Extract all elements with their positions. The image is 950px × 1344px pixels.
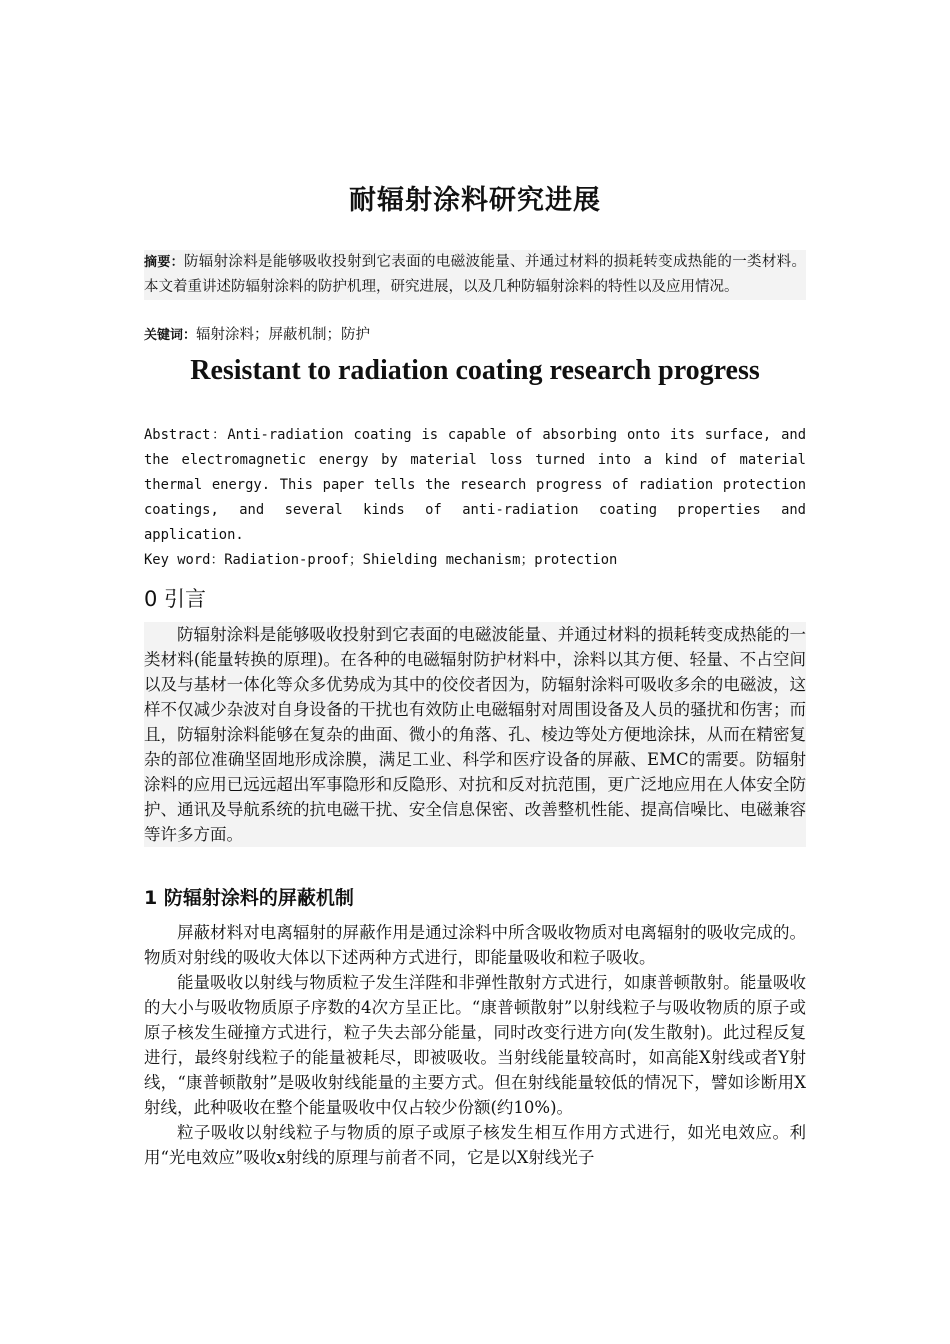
english-keywords bbox=[144, 548, 806, 573]
english-keywords-label: Key word： bbox=[144, 552, 225, 568]
section-1-body bbox=[144, 920, 806, 1170]
chinese-abstract-text: 防辐射涂料是能够吸收投射到它表面的电磁波能量、并通过材料的损耗转变成热能的一类材料。本文着重讲述防辐射涂料的防护机理，研究进展，以及几种防辐射涂料的特性以及应用情况。 bbox=[144, 254, 806, 295]
section-1-heading: 1 防辐射涂料的屏蔽机制 bbox=[144, 887, 354, 909]
chinese-abstract bbox=[144, 250, 806, 300]
english-keywords-text: Radiation-proof；Shielding mechanism；protection bbox=[224, 552, 618, 568]
chinese-keywords-text: 辐射涂料；屏蔽机制；防护 bbox=[196, 327, 371, 343]
section-0-heading: 0 引言 bbox=[144, 587, 207, 611]
chinese-abstract-label: 摘要： bbox=[144, 255, 184, 270]
chinese-keywords bbox=[144, 323, 806, 348]
chinese-keywords-label: 关键词： bbox=[144, 328, 197, 343]
section-0-paragraph: 防辐射涂料是能够吸收投射到它表面的电磁波能量、并通过材料的损耗转变成热能的一类材料(能量转换的原理)。在各种的电磁辐射防护材料中，涂料以其方便、轻量、不占空间以及与基材一体化等众多优势成为其中的佼佼者因为，防辐射涂料可吸收多余的电磁波，这样不仅减少杂波对自身设备的干扰也有效防止电磁辐射对周围设备及人员的骚扰和伤害；而且，防辐射涂料能够在复杂的曲面、微小的角落、孔、棱边等处方便地涂抹，从而在精密复杂的部位准确坚固地形成涂膜，满足工业、科学和医疗设备的屏蔽、EMC的需要。防辐射涂料的应用已远远超出军事隐形和反隐形、对抗和反对抗范围，更广泛地应用在人体安全防护、通讯及导航系统的抗电磁干扰、安全信息保密、改善整机性能、提高信噪比、电磁兼容等许多方面。 bbox=[144, 622, 806, 847]
section-1-paragraph: 能量吸收以射线与物质粒子发生洋陛和非弹性散射方式进行，如康普顿散射。能量吸收的大小与吸收物质原子序数的4次方呈正比。“康普顿散射”以射线粒子与吸收物质的原子或原子核发生碰撞方式进行，粒子失去部分能量，同时改变行进方向(发生散射)。此过程反复进行，最终射线粒子的能量被耗尽，即被吸收。当射线能量较高时，如高能X射线或者Y射线，“康普顿散射”是吸收射线能量的主要方式。但在射线能量较低的情况下，譬如诊断用X射线，此种吸收在整个能量吸收中仅占较少份额(约10%)。 bbox=[144, 973, 806, 1117]
english-title: Resistant to radiation coating research progress bbox=[190, 355, 760, 386]
english-abstract-text: Anti-radiation coating is capable of absorbing onto its surface, and the electromagnetic energy by material loss turned into a kind of material thermal energy. This paper tells the research progress of radiation protection coatings, and several kinds of anti-radiation coating properties and application. bbox=[144, 427, 806, 543]
section-1-paragraph: 屏蔽材料对电离辐射的屏蔽作用是通过涂料中所含吸收物质对电离辐射的吸收完成的。物质对射线的吸收大体以下述两种方式进行，即能量吸收和粒子吸收。 bbox=[144, 923, 806, 967]
section-1-paragraph: 粒子吸收以射线粒子与物质的原子或原子核发生相互作用方式进行，如光电效应。利用“光电效应”吸收x射线的原理与前者不同，它是以X射线光子 bbox=[144, 1123, 806, 1167]
english-abstract bbox=[144, 423, 806, 548]
chinese-title: 耐辐射涂料研究进展 bbox=[349, 185, 601, 216]
english-abstract-label: Abstract： bbox=[144, 427, 228, 443]
